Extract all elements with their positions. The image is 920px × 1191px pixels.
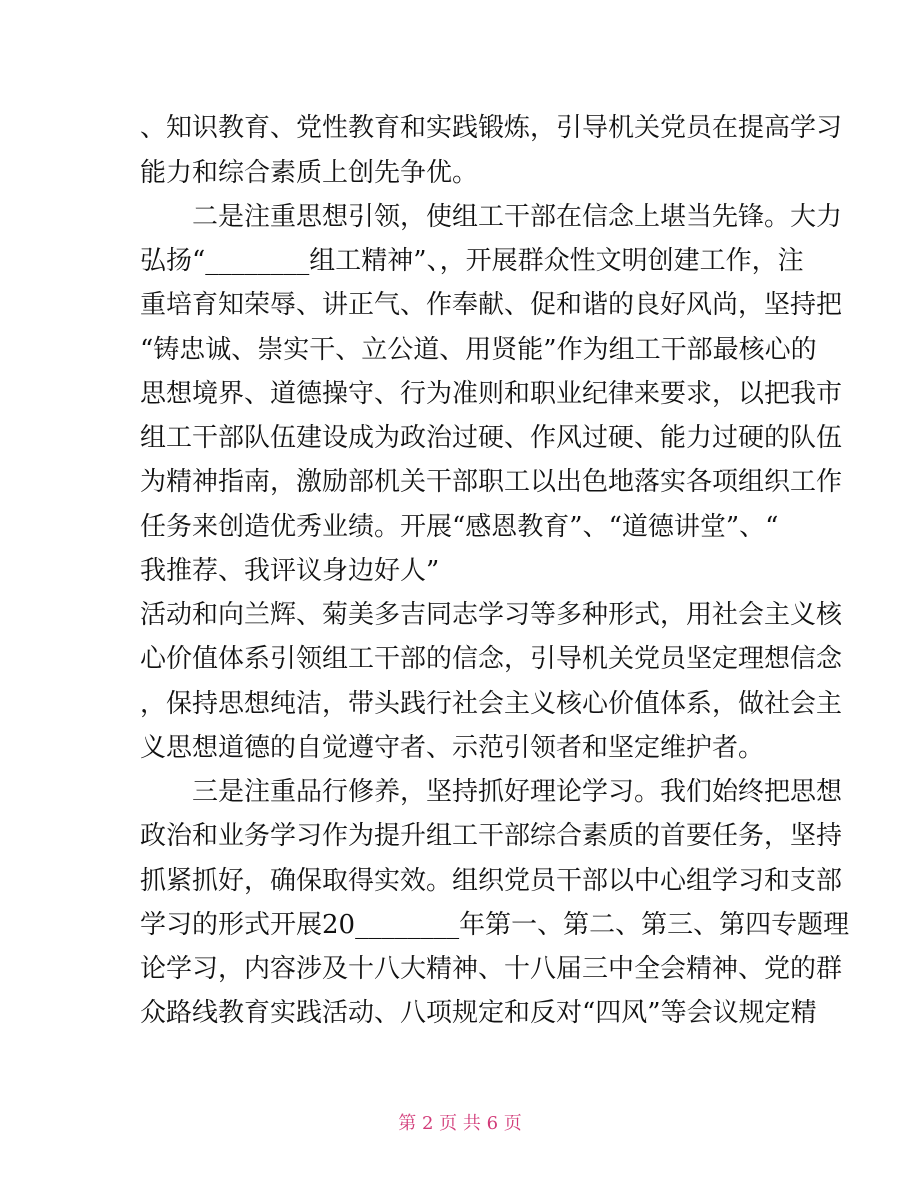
text-line: 组工干部队伍建设成为政治过硬、作风过硬、能力过硬的队伍 — [140, 423, 843, 453]
text-line: 三是注重品行修养，坚持抓好理论学习。我们始终把思想 — [192, 777, 843, 807]
text-line: 我推荐、我评议身边好人” — [140, 556, 440, 586]
text-line: 活动和向兰辉、菊美多吉同志学习等多种形式，用社会主义核 — [140, 600, 843, 630]
text-line: 抓紧抓好，确保取得实效。组织党员干部以中心组学习和支部 — [140, 866, 843, 896]
text-line: 政治和业务学习作为提升组工干部综合素质的首要任务，坚持 — [140, 821, 843, 851]
text-line: 、知识教育、党性教育和实践锻炼，引导机关党员在提高学习 — [140, 113, 843, 143]
text-line: “铸忠诚、崇实干、立公道、用贤能”作为组工干部最核心的 — [140, 335, 817, 365]
text-line: 任务来创造优秀业绩。开展“感恩教育”、“道德讲堂”、“ — [140, 512, 779, 542]
text-line: 为精神指南，激励部机关干部职工以出色地落实各项组织工作 — [140, 467, 843, 497]
text-line: 能力和综合素质上创先争优。 — [140, 158, 479, 188]
text-line: 众路线教育实践活动、八项规定和反对“四风”等会议规定精 — [140, 998, 817, 1028]
text-line: 重培育知荣辱、讲正气、作奉献、促和谐的良好风尚，坚持把 — [140, 290, 843, 320]
text-line: 义思想道德的自觉遵守者、示范引领者和坚定维护者。 — [140, 733, 765, 763]
text-line: 论学习，内容涉及十八大精神、十八届三中全会精神、党的群 — [140, 954, 843, 984]
text-line: 心价值体系引领组工干部的信念，引导机关党员坚定理想信念 — [140, 644, 843, 674]
text-line: 弘扬“________组工精神”、，开展群众性文明创建工作，注 — [140, 246, 804, 276]
page-footer: 第 2 页 共 6 页 — [398, 1113, 522, 1134]
text-line: ，保持思想纯洁，带头践行社会主义核心价值体系，做社会主 — [140, 689, 843, 719]
text-line: 学习的形式开展20________年第一、第二、第三、第四专题理 — [140, 910, 850, 940]
text-line: 思想境界、道德操守、行为准则和职业纪律来要求，以把我市 — [140, 379, 843, 409]
text-line: 二是注重思想引领，使组工干部在信念上堪当先锋。大力 — [192, 202, 843, 232]
